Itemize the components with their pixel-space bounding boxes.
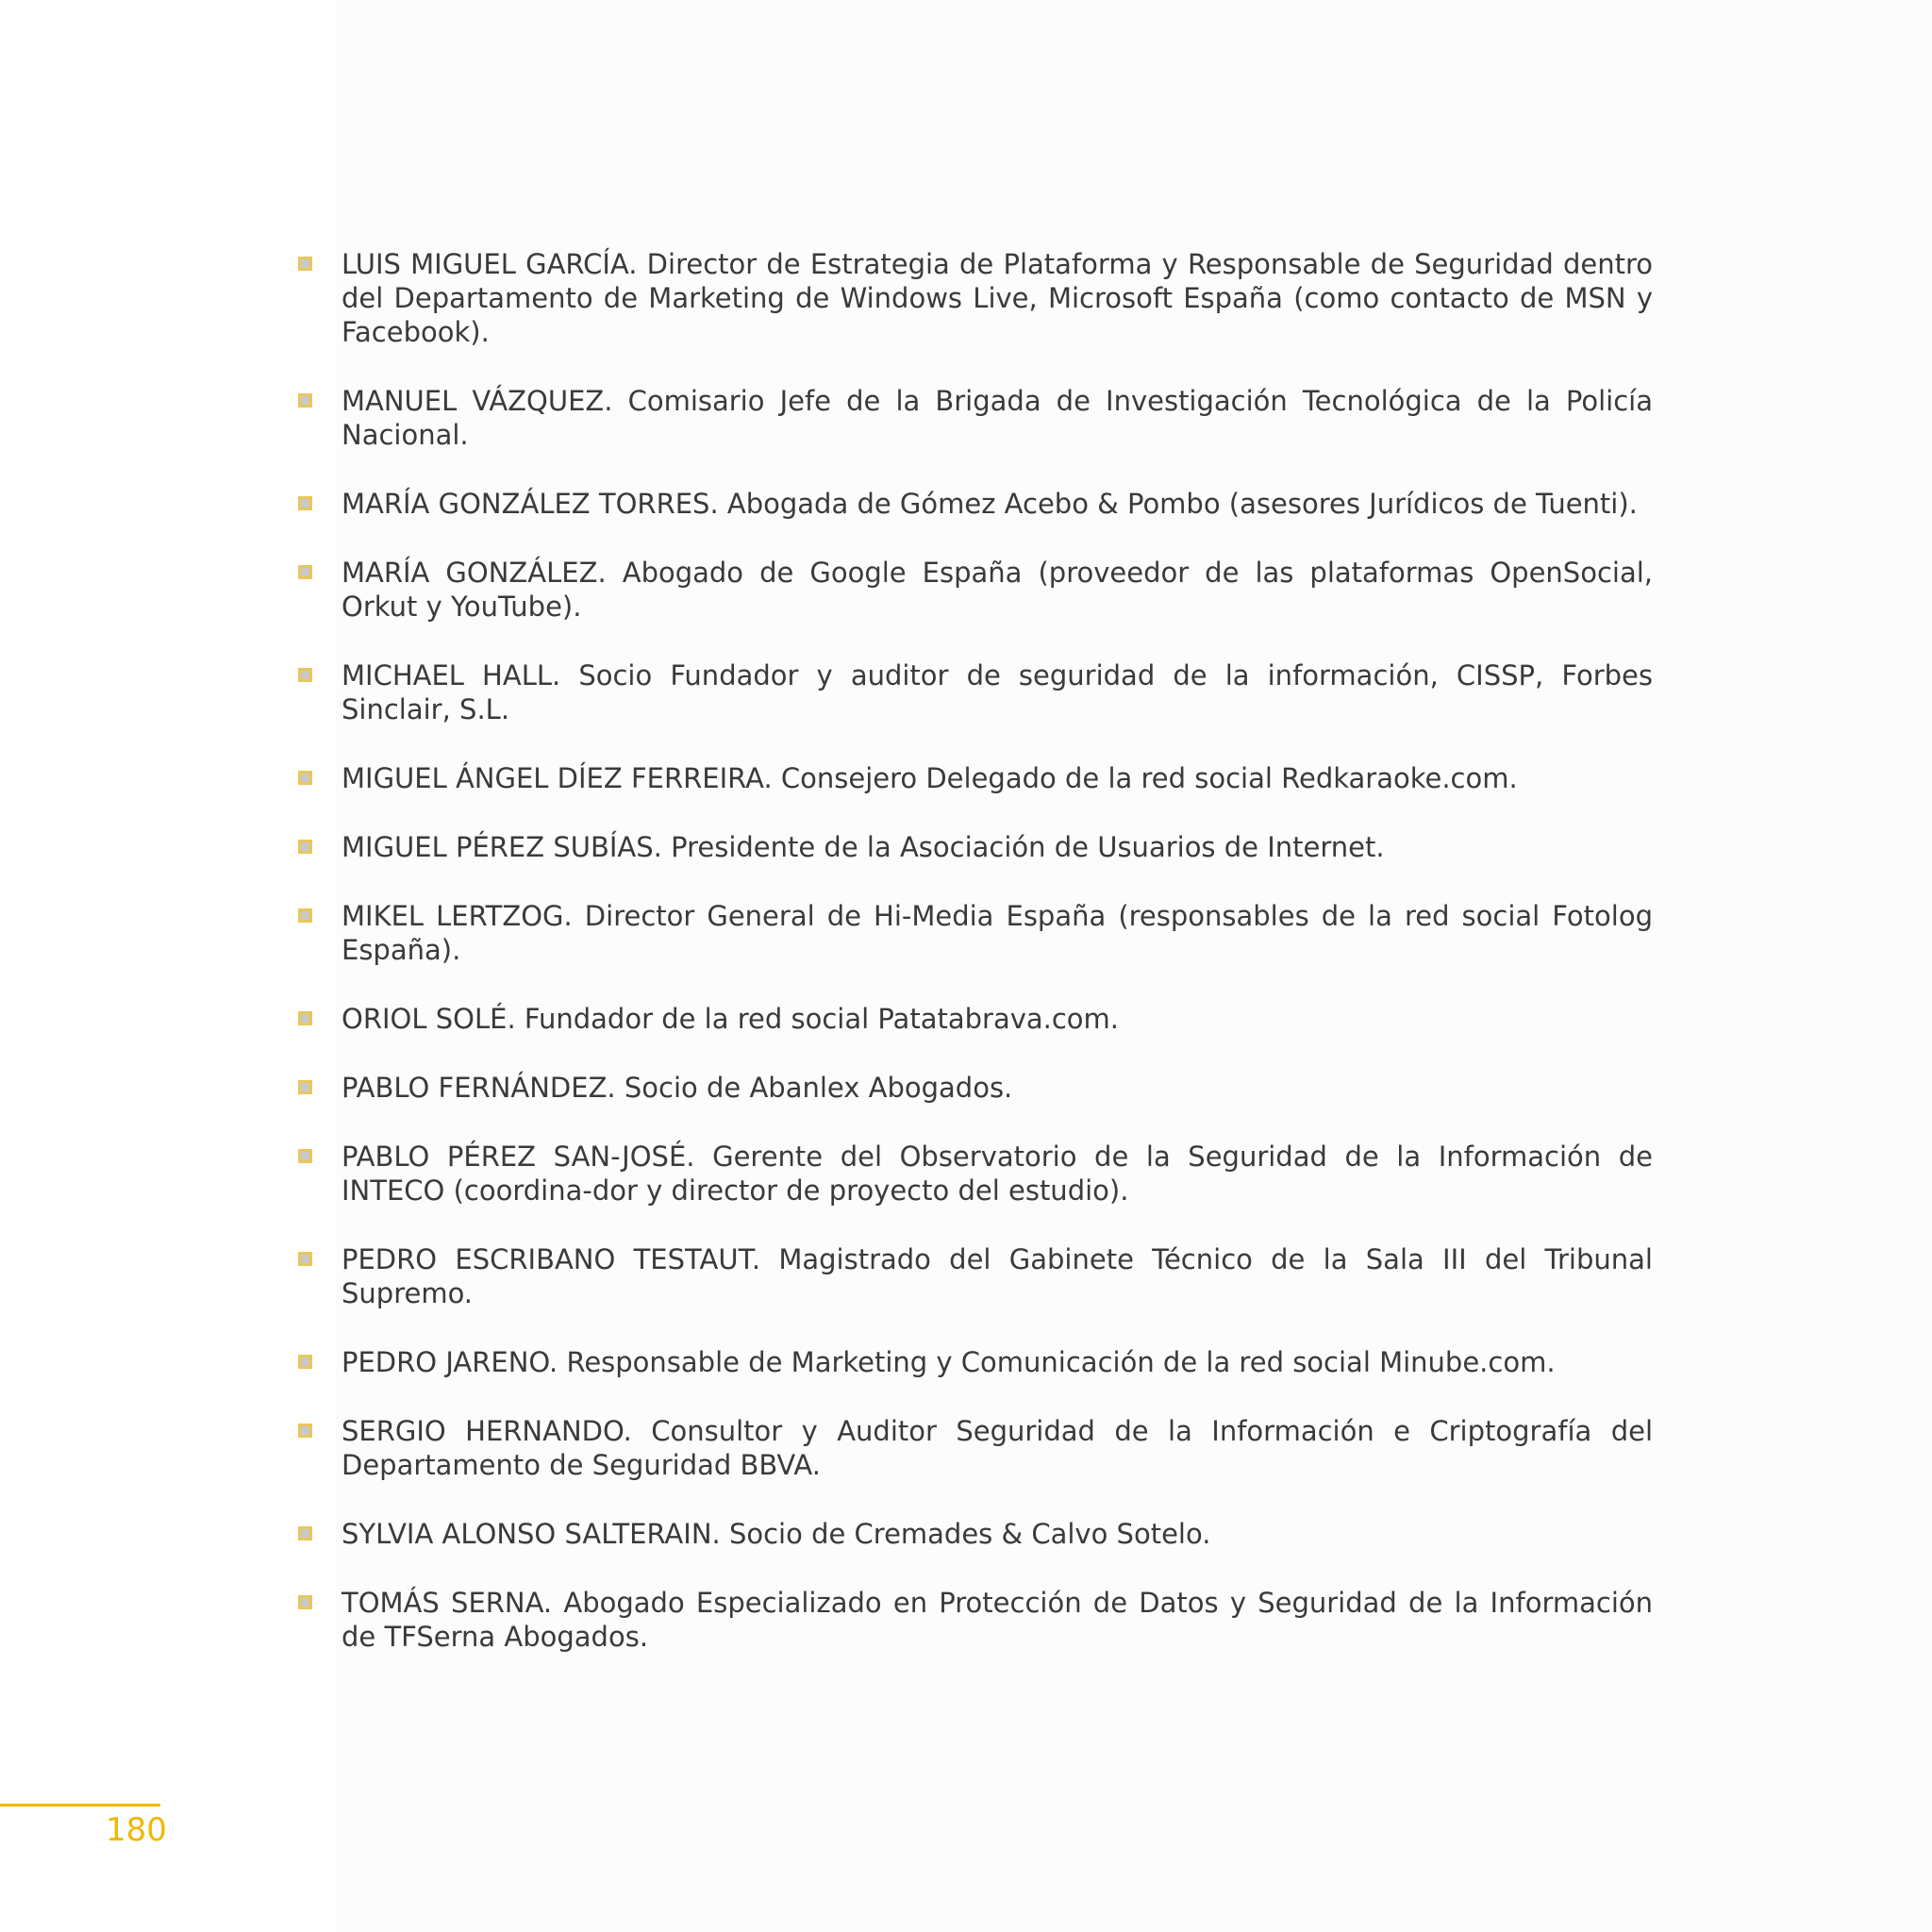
entry-text: MANUEL VÁZQUEZ. Comisario Jefe de la Brigada de Investigación Tecnológica de la Policía Nacional. (341, 385, 1653, 451)
participants-list (294, 247, 1653, 1654)
square-bullet-icon (298, 840, 312, 854)
entry-text: MIKEL LERTZOG. Director General de Hi-Media España (responsables de la red social Fotolog España). (341, 900, 1653, 966)
entry-text: PABLO PÉREZ SAN-JOSÉ. Gerente del Observatorio de la Seguridad de la Información de INTECO (coordina-dor y director de proyecto del estudio). (341, 1141, 1653, 1207)
list-item (294, 1345, 1653, 1379)
list-item (294, 1586, 1653, 1654)
footer-rule (0, 1804, 160, 1807)
list-item (294, 487, 1653, 521)
square-bullet-icon (298, 1355, 312, 1369)
list-item (294, 1517, 1653, 1551)
square-bullet-icon (298, 1595, 312, 1609)
square-bullet-icon (298, 1252, 312, 1266)
entry-text: MARÍA GONZÁLEZ. Abogado de Google España (proveedor de las plataformas OpenSocial, Orkut y YouTube). (341, 557, 1653, 623)
list-item (294, 899, 1653, 967)
entry-text: MIGUEL ÁNGEL DÍEZ FERREIRA. Consejero Delegado de la red social Redkaraoke.com. (341, 762, 1518, 794)
entry-text: PEDRO ESCRIBANO TESTAUT. Magistrado del Gabinete Técnico de la Sala III del Tribunal Supremo. (341, 1243, 1653, 1309)
square-bullet-icon (298, 393, 312, 408)
square-bullet-icon (298, 257, 312, 271)
list-item (294, 1242, 1653, 1310)
entry-text: MIGUEL PÉREZ SUBÍAS. Presidente de la Asociación de Usuarios de Internet. (341, 831, 1385, 863)
list-item (294, 1140, 1653, 1208)
entry-text: LUIS MIGUEL GARCÍA. Director de Estrategia de Plataforma y Responsable de Seguridad dentro del Departamento de Marketing de Windows Live, Microsoft España (como contacto de MSN y Facebook). (341, 248, 1653, 348)
entry-text: ORIOL SOLÉ. Fundador de la red social Patatabrava.com. (341, 1003, 1120, 1035)
entry-text: PEDRO JARENO. Responsable de Marketing y Comunicación de la red social Minube.com. (341, 1346, 1556, 1378)
list-item (294, 1414, 1653, 1482)
square-bullet-icon (298, 668, 312, 682)
square-bullet-icon (298, 1080, 312, 1094)
list-item (294, 384, 1653, 452)
page-number: 180 (106, 1811, 167, 1849)
list-item (294, 830, 1653, 864)
entry-text: SYLVIA ALONSO SALTERAIN. Socio de Cremades & Calvo Sotelo. (341, 1518, 1211, 1550)
list-item (294, 556, 1653, 624)
list-item (294, 1071, 1653, 1105)
entry-text: MICHAEL HALL. Socio Fundador y auditor de seguridad de la información, CISSP, Forbes Sinclair, S.L. (341, 659, 1653, 725)
square-bullet-icon (298, 496, 312, 510)
list-item (294, 247, 1653, 349)
entry-text: PABLO FERNÁNDEZ. Socio de Abanlex Abogados. (341, 1072, 1013, 1104)
entry-text: TOMÁS SERNA. Abogado Especializado en Protección de Datos y Seguridad de la Información de TFSerna Abogados. (341, 1587, 1653, 1653)
list-item (294, 761, 1653, 795)
list-item (294, 658, 1653, 726)
square-bullet-icon (298, 771, 312, 785)
entry-text: SERGIO HERNANDO. Consultor y Auditor Seguridad de la Información e Criptografía del Departamento de Seguridad BBVA. (341, 1415, 1653, 1481)
square-bullet-icon (298, 1011, 312, 1025)
square-bullet-icon (298, 1424, 312, 1438)
square-bullet-icon (298, 565, 312, 579)
square-bullet-icon (298, 1149, 312, 1163)
square-bullet-icon (298, 908, 312, 923)
square-bullet-icon (298, 1526, 312, 1541)
list-item (294, 1002, 1653, 1036)
entry-text: MARÍA GONZÁLEZ TORRES. Abogada de Gómez Acebo & Pombo (asesores Jurídicos de Tuenti). (341, 488, 1638, 520)
